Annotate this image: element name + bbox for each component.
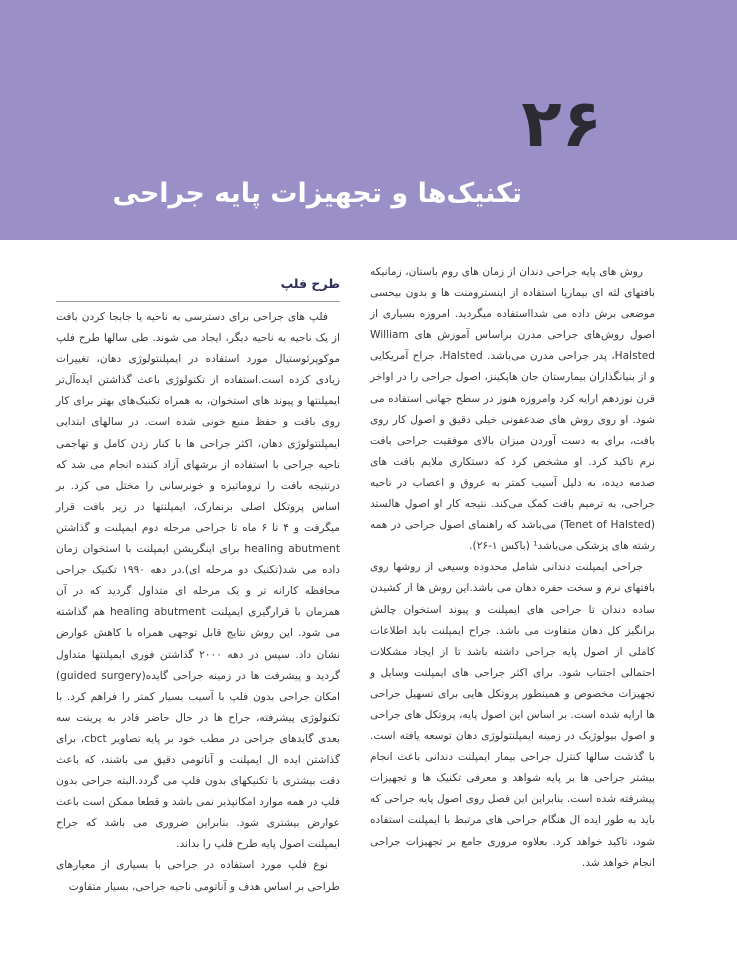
chapter-title: تکنیک‌ها و تجهیزات پایه جراحی (112, 178, 522, 209)
right-column (370, 262, 655, 874)
left-column (56, 307, 340, 898)
paragraph: نوع فلپ مورد استفاده در جراحی با بسیاری از معیارهای طراحی بر اساس هدف و آناتومی ناحیه جراحی، بسیار متفاوت (56, 859, 340, 893)
chapter-number: ۲۶ (521, 85, 602, 162)
paragraph: جراحی ایمپلنت دندانی شامل محدوده وسیعی از روشها روی بافتهای نرم و سخت حفره دهان می باشد.این روش ها از کشیدن ساده دندان تا جراحی های ایمپلنت و پیوند استخوان چالش برانگیز کل دهان متفاوت می باشد. جراح ایمپلنت باید اطلاعات کاملی از اصول پایه جراحی داشته باشد تا از ایجاد مشکلات احتمالی اجتناب شود. برای اکثر جراحی های ایمپلنت وسایل و تجهیزات مخصوص و همینطور پروتکل هایی برای تسهیل جراحی ها ارایه شده است. بر اساس این اصول پایه، پروتکل های جراحی و اصول بیولوژیک در زمینه ایمپلنتولوژی دهان توسعه یافته است. با گذشت سالها کنترل جراحی بیمار ایمپلنت دندانی باعث انجام بیشتر جراحی ها بر پایه شواهد و معرفی تکنیک ها و تجهیزات پیشرفته شده است. بنابراین این فصل روی اصول پایه جراحی که باید به طور ایده ال هنگام جراحی های مرتبط با ایمپلنت استفاده شود، تاکید خواهد کرد. بعلاوه مروری جامع بر تجهیزات جراحی انجام خواهد شد. (370, 561, 655, 869)
chapter-banner (0, 0, 737, 240)
paragraph: روش های پایه جراحی دندان از زمان های روم باستان، زمانیکه بافتهای لثه ای بیماریا استفاده از اینسترومنت ها و بدون بیحسی موضعی برش داده می شدااستفاده میگردید. امروزه بسیاری از اصول روش‌های جراحی مدرن براساس آموزش های William Halsted، پدر جراحی مدرن می‌باشد. Halsted، جراح آمریکایی و از بنیانگذاران بیمارستان جان هاپکینز، اصول جراحی را در اواخر قرن نوزدهم ارایه کرد وامروزه هنوز در سطح جهانی استفاده می شود. او روی روش های ضدعفونی خیلی دقیق و اصول کار روی بافت، برای به دست آوردن میزان بالای موفقیت جراحی بافت نرم تاکید کرد. او مشخص کرد که دستکاری ملایم بافت های صدمه دیده، به دلیل آسیب کمتر به عروق و اعصاب در ناحیه جراحی، به ترمیم بافت کمک می‌کند. نتیجه کار او اصول هالستد (Tenet of Halsted) می‌باشد که راهنمای اصول جراحی در همه رشته های پزشکی می‌باشد¹ (باکس ۱-۲۶). (370, 266, 655, 553)
section-heading: طرح فلپ (56, 271, 340, 302)
paragraph: فلپ های جراحی برای دسترسی به ناحیه یا جابجا کردن بافت از یک ناحیه به ناحیه دیگر، ایجاد می شوند. طی سالها طرح فلپ موکوپرئوستیال مورد استفاده در ایمپلنتولوژی دهان، تغییرات زیادی کرده است.استفاده از تکنولوژی باعث گذاشتن ایده‌آل‌تر ایمپلنتها و پیوند های استخوان، به همراه تکنیک‌های بهتر برای کار روی بافت و حفظ منبع خونی شده است. در سالهای ابتدایی ایمپلنتولوژی دهان، اکثر جراحی ها با کنار زدن کامل و تهاجمی ناحیه جراحی با استفاده از برشهای آزاد کننده انجام می شد که درنتیجه بافت را تروماتیزه و خونرسانی را مختل می کرد. بر اساس پروتکل اصلی برنمارک، ایمپلنتها در زیر بافت قرار میگرفت و ۴ تا ۶ ماه تا جراحی مرحله دوم ایمپلنت و گذاشتن healing abutment برای اینگریشن ایمپلنت با استخوان زمان داده می شد(تکنیک دو مرحله ای).در دهه ۱۹۹۰ تکنیک جراحی محافظه کارانه تر و یک مرحله ای متداول گردید که در آن همزمان با قرارگیری ایمپلنت healing abutment هم گذاشته می شود. این روش نتایج قابل توجهی همراه با کاهش عوارض نشان داد. سپس در دهه ۲۰۰۰ گذاشتن فوری ایمپلنتها متداول گردید و پیشرفت ها در زمینه جراحی گایده(guided surgery) امکان جراحی بدون فلپ با آسیب بسیار کمتر را فراهم کرد. با تکنولوژی پیشرفته، جراح ها در حال حاضر قادر به پرینت سه بعدی گایدهای جراحی در مطب خود بر پایه تصاویر cbct، برای گذاشتن ایده ال ایمپلنت و آناتومی دقیق می باشند، که باعث دقت بیشتری با تکنیکهای بدون فلپ می گردد.البته جراحی بدون فلپ در همه موارد امکانپذیر نمی باشد و قطعا ممکن است باعث عوارض بیشتری شود. بنابراین ضروری می باشد که جراح ایمپلنت اصول پایه طرح فلپ را بداند. (56, 311, 341, 851)
